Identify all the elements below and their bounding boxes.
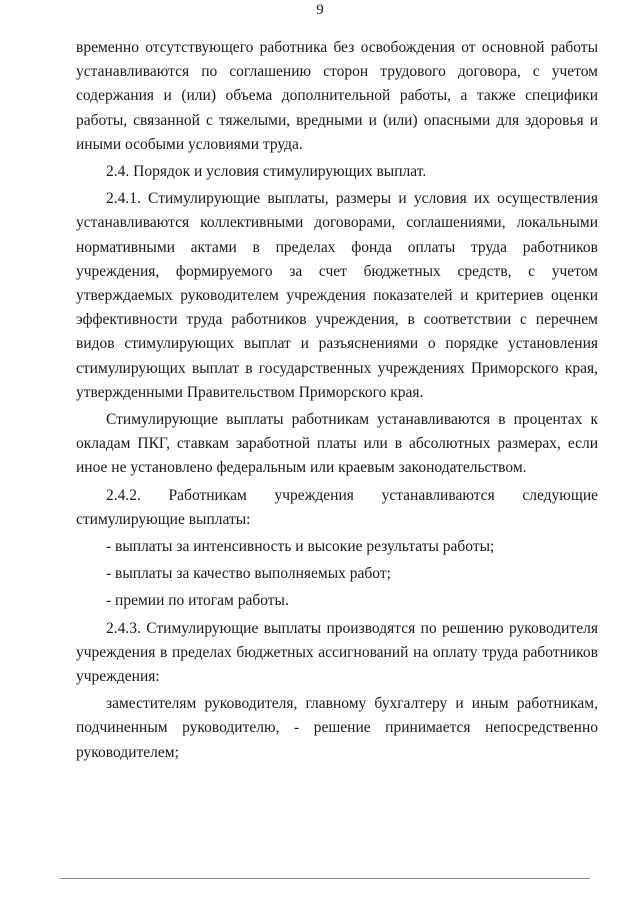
- paragraph-deputies: заместителям руководителя, главному бухгалтеру и иным работникам, подчиненным руководителю, - решение принимается непосредственно руководителем;: [76, 695, 598, 761]
- paragraph-continuation: временно отсутствующего работника без освобождения от основной работы устанавливаются по соглашению сторон трудового договора, с учетом содержания и (или) объема дополнительной работы, а также специфики работы, связанной с тяжелыми, вредными и (или) опасными для здоровья и иными особыми условиями труда.: [76, 39, 598, 153]
- list-item: - выплаты за интенсивность и высокие результаты работы;: [106, 538, 495, 556]
- page-number: 9: [316, 2, 324, 18]
- document-body: [76, 36, 598, 765]
- paragraph-stimulating-payments: Стимулирующие выплаты работникам устанавливаются в процентах к окладам ПКГ, ставкам заработной платы или в абсолютных размерах, если иное не установлено федеральным или краевым законодательством.: [76, 411, 598, 477]
- list-item: - выплаты за качество выполняемых работ;: [106, 565, 391, 583]
- paragraph-2-4-2: 2.4.2. Работникам учреждения устанавливаются следующие стимулирующие выплаты:: [76, 486, 598, 528]
- section-heading-2-4: 2.4. Порядок и условия стимулирующих выплат.: [106, 163, 427, 181]
- paragraph-2-4-3: 2.4.3. Стимулирующие выплаты производятся по решению руководителя учреждения в пределах бюджетных ассигнований на оплату труда работников учреждения:: [76, 619, 598, 686]
- paragraph-2-4-1: 2.4.1. Стимулирующие выплаты, размеры и условия их осуществления устанавливаются коллективными договорами, соглашениями, локальными нормативными актами в пределах фонда оплаты труда работников учреждения, формируемого за счет бюджетных средств, с учетом утверждаемых руководителем учреждения показателей и критериев оценки эффективности труда работников учреждения, в соответствии с перечнем видов стимулирующих выплат и разъяснениями о порядке установления стимулирующих выплат в государственных учреждениях Приморского края, утвержденными Правительством Приморского края.: [76, 190, 598, 401]
- footer-divider: [60, 878, 590, 879]
- list-item: - премии по итогам работы.: [106, 592, 289, 610]
